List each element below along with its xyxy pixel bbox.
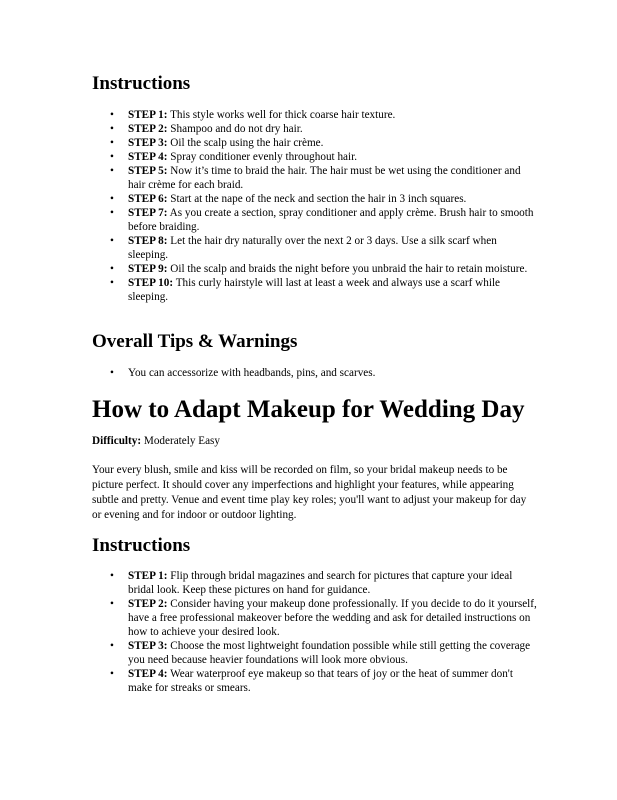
step-text: Shampoo and do not dry hair. [170,123,303,135]
list-item [92,667,537,695]
step-number: STEP 8: [128,235,168,247]
step-text: Start at the nape of the neck and section the hair in 3 inch squares. [170,193,467,205]
difficulty-label: Difficulty: [92,435,142,447]
step-text: Choose the most lightweight foundation possible while still getting the coverage you need because heavier foundations will look more obvious. [128,640,531,666]
step-text: This curly hairstyle will last at least a week and always use a scarf while sleeping. [128,277,501,303]
list-item [92,192,537,206]
step-number: STEP 3: [128,137,168,149]
step-text: As you create a section, spray conditioner and apply crème. Brush hair to smooth before braiding. [128,207,534,233]
list-item [92,136,537,150]
hair-steps-list [92,108,537,304]
step-number: STEP 2: [128,123,168,135]
tip-text: You can accessorize with headbands, pins, and scarves. [128,367,376,379]
step-number: STEP 2: [128,598,168,610]
list-item [92,366,537,380]
step-text: Let the hair dry naturally over the next 2 or 3 days. Use a silk scarf when sleeping. [128,235,497,261]
tips-warnings-heading: Overall Tips & Warnings [92,331,298,352]
step-number: STEP 10: [128,277,174,289]
list-item [92,597,537,639]
step-number: STEP 5: [128,165,168,177]
list-item [92,234,537,262]
list-item [92,262,537,276]
step-number: STEP 3: [128,640,168,652]
list-item [92,122,537,136]
step-number: STEP 9: [128,263,168,275]
makeup-steps-list [92,569,537,695]
step-text: This style works well for thick coarse hair texture. [170,109,396,121]
difficulty-value: Moderately Easy [143,435,221,447]
step-number: STEP 4: [128,151,168,163]
step-text: Spray conditioner evenly throughout hair. [170,151,358,163]
step-number: STEP 4: [128,668,168,680]
step-text: Wear waterproof eye makeup so that tears of joy or the heat of summer don't make for streaks or smears. [128,668,513,694]
tips-list [92,366,537,380]
list-item [92,150,537,164]
list-item [92,569,537,597]
makeup-instructions-heading: Instructions [92,535,191,556]
step-text: Oil the scalp and braids the night before you unbraid the hair to retain moisture. [170,263,528,275]
step-text: Flip through bridal magazines and search for pictures that capture your ideal bridal look. Keep these pictures on hand for guidance. [128,570,513,596]
article-title: How to Adapt Makeup for Wedding Day [92,396,525,423]
list-item [92,276,537,304]
step-number: STEP 1: [128,109,168,121]
step-text: Oil the scalp using the hair crème. [170,137,324,149]
list-item [92,206,537,234]
step-number: STEP 6: [128,193,168,205]
step-number: STEP 1: [128,570,168,582]
step-text: Now it’s time to braid the hair. The hair must be wet using the conditioner and hair crème for each braid. [128,165,521,191]
list-item [92,108,537,122]
list-item [92,164,537,192]
instructions-heading: Instructions [92,73,191,94]
step-text: Consider having your makeup done professionally. If you decide to do it yourself, have a free professional makeover before the wedding and ask for detailed instructions on how to achieve your desired look. [128,598,537,638]
difficulty-line [92,434,537,449]
step-number: STEP 7: [128,207,168,219]
intro-paragraph: Your every blush, smile and kiss will be recorded on film, so your bridal makeup needs to be picture perfect. It should cover any imperfections and highlight your features, while appearing subtle and pretty. Venue and event time play key roles; you'll want to adjust your makeup for day or evening and for indoor or outdoor lighting. [92,464,527,521]
list-item [92,639,537,667]
